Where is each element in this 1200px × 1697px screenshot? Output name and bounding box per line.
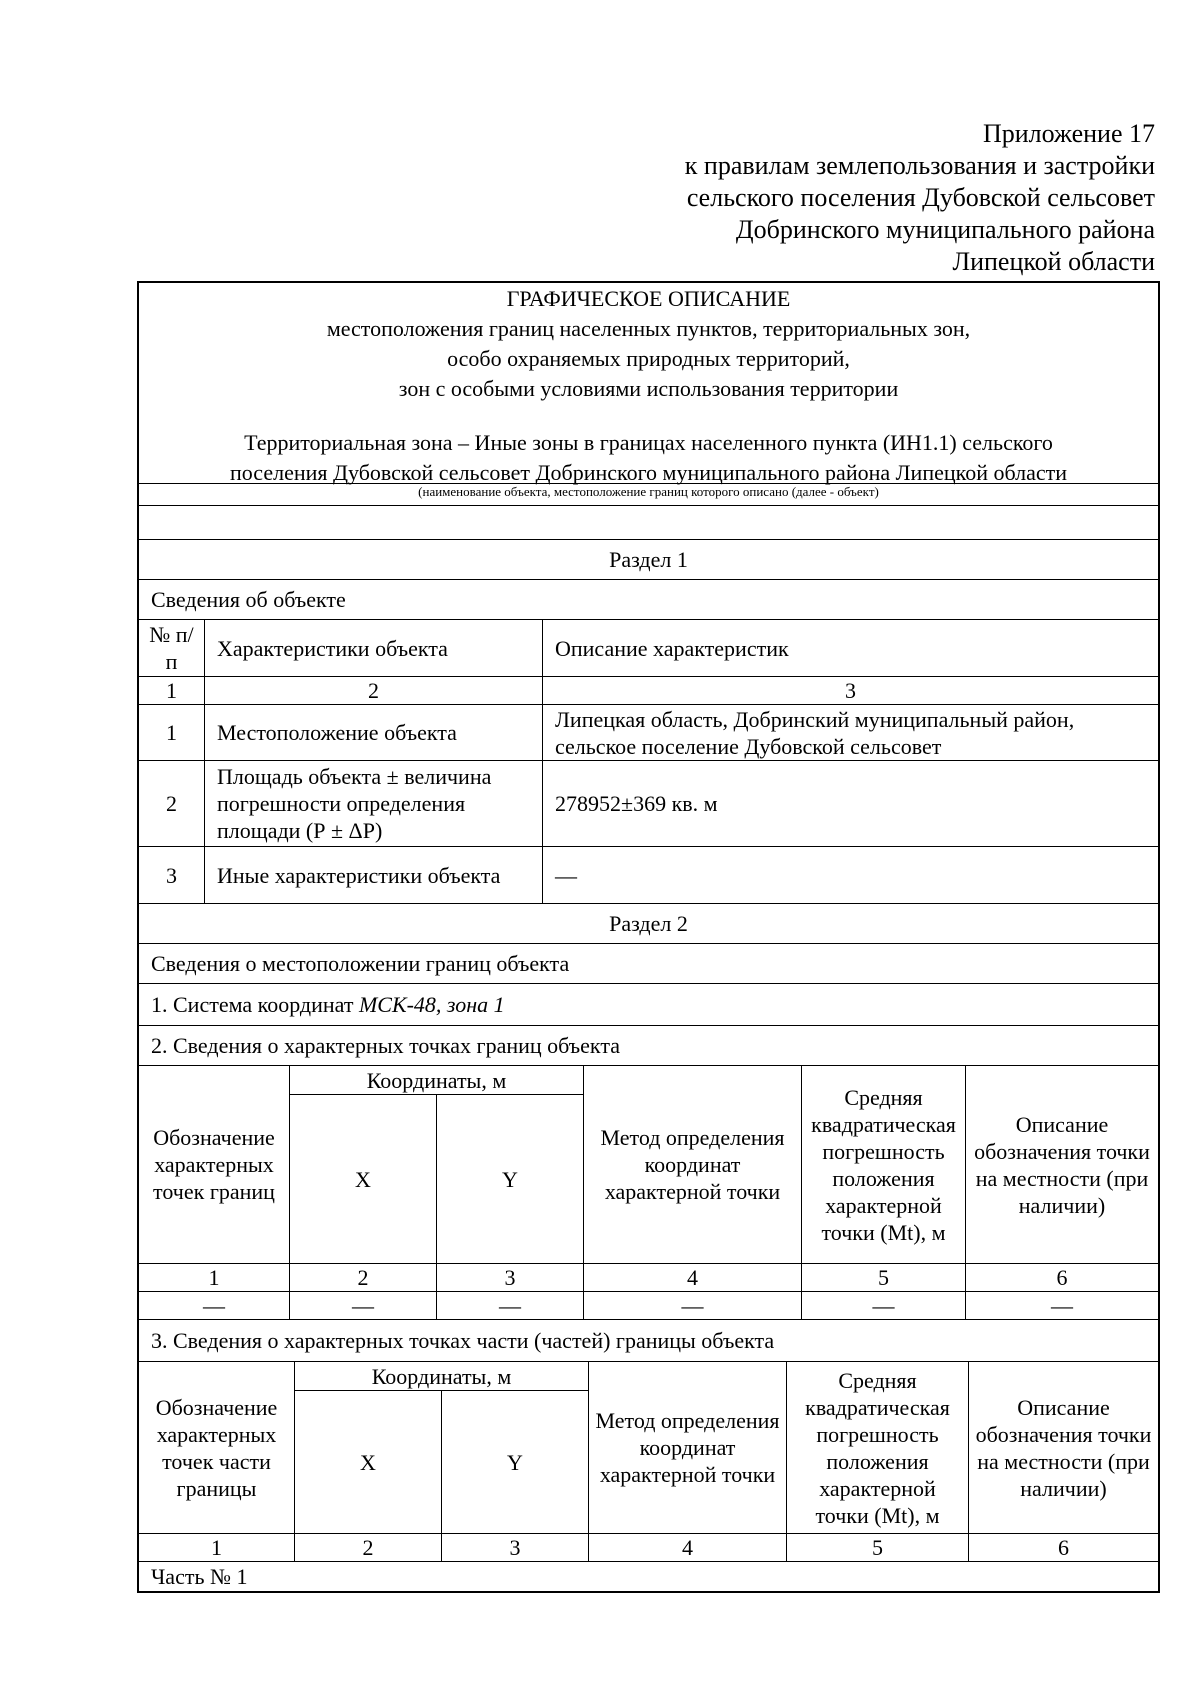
section2-title: Раздел 2 bbox=[609, 911, 688, 936]
parts-title: 3. Сведения о характерных точках части (частей) границы объекта bbox=[151, 1328, 775, 1353]
appendix-title: Приложение 17 bbox=[982, 119, 1155, 148]
points-cell: — bbox=[436, 1292, 583, 1319]
parts-header-x: X bbox=[360, 1449, 376, 1475]
points-col-3: 3 bbox=[436, 1264, 583, 1291]
parts-col-4: 4 bbox=[588, 1534, 786, 1561]
parts-header-coords: Координаты, м bbox=[371, 1363, 512, 1389]
coordinate-system-label: 1. Система координат bbox=[151, 992, 359, 1017]
points-col-5: 5 bbox=[801, 1264, 965, 1291]
coordinate-system bbox=[139, 984, 1158, 1025]
parts-header-method: Метод определения координат характерной точки bbox=[588, 1362, 786, 1533]
row-value: Липецкая область, Добринский муниципальный район, сельское поселение Дубовской сельсовет bbox=[542, 705, 1158, 760]
doc-subtitle-2: особо охраняемых природных территорий, bbox=[447, 346, 850, 371]
header-description: Описание характеристик bbox=[542, 620, 1158, 676]
doc-subtitle-3: зон с особыми условиями использования территории bbox=[398, 376, 899, 401]
row-name: Местоположение объекта bbox=[204, 705, 542, 760]
row-value: 278952±369 кв. м bbox=[542, 761, 1158, 846]
row-name: Площадь объекта ± величина погрешности определения площади (Р ± ΔР) bbox=[204, 761, 542, 846]
coordinate-system-value: МСК-48, зона 1 bbox=[358, 992, 505, 1017]
object-name-2: поселения Дубовской сельсовет Добринского муниципального района Липецкой области bbox=[229, 460, 1068, 485]
parts-header-designation: Обозначение характерных точек части границы bbox=[155, 1394, 278, 1501]
row-number: 3 bbox=[166, 862, 177, 888]
points-header-description: Описание обозначения точки на местности (при наличии) bbox=[965, 1066, 1158, 1263]
object-caption: (наименование объекта, местоположение границ которого описано (далее - объект) bbox=[418, 484, 879, 499]
parts-col-1: 1 bbox=[211, 1535, 222, 1560]
header-number: № п/п bbox=[149, 622, 194, 674]
points-header-y: Y bbox=[436, 1095, 583, 1263]
points-header-row bbox=[139, 1065, 1158, 1263]
part-label: Часть № 1 bbox=[151, 1564, 248, 1589]
section2-subtitle: Сведения о местоположении границ объекта bbox=[151, 951, 570, 976]
table-row bbox=[139, 760, 1158, 846]
parts-header-error: Средняя квадратическая погрешность положения характерной точки (Mt), м bbox=[786, 1362, 968, 1533]
points-header-error: Средняя квадратическая погрешность положения характерной точки (Mt), м bbox=[801, 1066, 965, 1263]
points-cell: — bbox=[583, 1292, 801, 1319]
points-cell: — bbox=[801, 1292, 965, 1319]
points-header-designation: Обозначение характерных точек границ bbox=[153, 1125, 275, 1204]
section1-subtitle: Сведения об объекте bbox=[151, 587, 346, 612]
table-row bbox=[139, 704, 1158, 760]
points-col-4: 4 bbox=[583, 1264, 801, 1291]
parts-col-6: 6 bbox=[968, 1534, 1158, 1561]
appendix-line-2: к правилам землепользования и застройки bbox=[684, 151, 1155, 180]
appendix-line-3: сельского поселения Дубовской сельсовет bbox=[686, 183, 1155, 212]
doc-subtitle-1: местоположения границ населенных пунктов, территориальных зон, bbox=[326, 316, 971, 341]
doc-title: ГРАФИЧЕСКОЕ ОПИСАНИЕ bbox=[506, 286, 791, 311]
section1-header-row bbox=[139, 619, 1158, 676]
col-number-2: 2 bbox=[204, 677, 542, 704]
points-col-2: 2 bbox=[289, 1264, 436, 1291]
header-characteristics: Характеристики объекта bbox=[204, 620, 542, 676]
parts-header-y: Y bbox=[441, 1391, 588, 1533]
title-block bbox=[139, 283, 1158, 483]
parts-header-description: Описание обозначения точки на местности (при наличии) bbox=[968, 1362, 1158, 1533]
points-cell: — bbox=[203, 1293, 225, 1318]
parts-header-row bbox=[139, 1361, 1158, 1533]
col-number-1: 1 bbox=[166, 678, 177, 703]
object-name-1: Территориальная зона – Иные зоны в границах населенного пункта (ИН1.1) сельского bbox=[244, 430, 1053, 455]
appendix-line-5: Липецкой области bbox=[952, 247, 1155, 276]
section1-title: Раздел 1 bbox=[609, 547, 688, 572]
points-cell: — bbox=[965, 1292, 1158, 1319]
points-title: 2. Сведения о характерных точках границ объекта bbox=[151, 1033, 620, 1058]
table-row bbox=[139, 846, 1158, 903]
points-cell: — bbox=[289, 1292, 436, 1319]
row-value: — bbox=[542, 847, 1158, 903]
appendix-line-4: Добринского муниципального района bbox=[735, 215, 1155, 244]
document-table bbox=[137, 281, 1160, 1593]
row-number: 2 bbox=[166, 791, 177, 816]
parts-col-5: 5 bbox=[786, 1534, 968, 1561]
points-header-coords: Координаты, м bbox=[366, 1067, 507, 1093]
table-row bbox=[139, 1291, 1158, 1319]
points-col-6: 6 bbox=[965, 1264, 1158, 1291]
col-number-3: 3 bbox=[542, 677, 1158, 704]
points-header-method: Метод определения координат характерной точки bbox=[583, 1066, 801, 1263]
row-name: Иные характеристики объекта bbox=[204, 847, 542, 903]
points-col-1: 1 bbox=[208, 1265, 220, 1290]
row-number: 1 bbox=[166, 720, 177, 745]
points-header-x: X bbox=[355, 1166, 371, 1192]
parts-col-2: 2 bbox=[294, 1534, 441, 1561]
parts-col-3: 3 bbox=[441, 1534, 588, 1561]
